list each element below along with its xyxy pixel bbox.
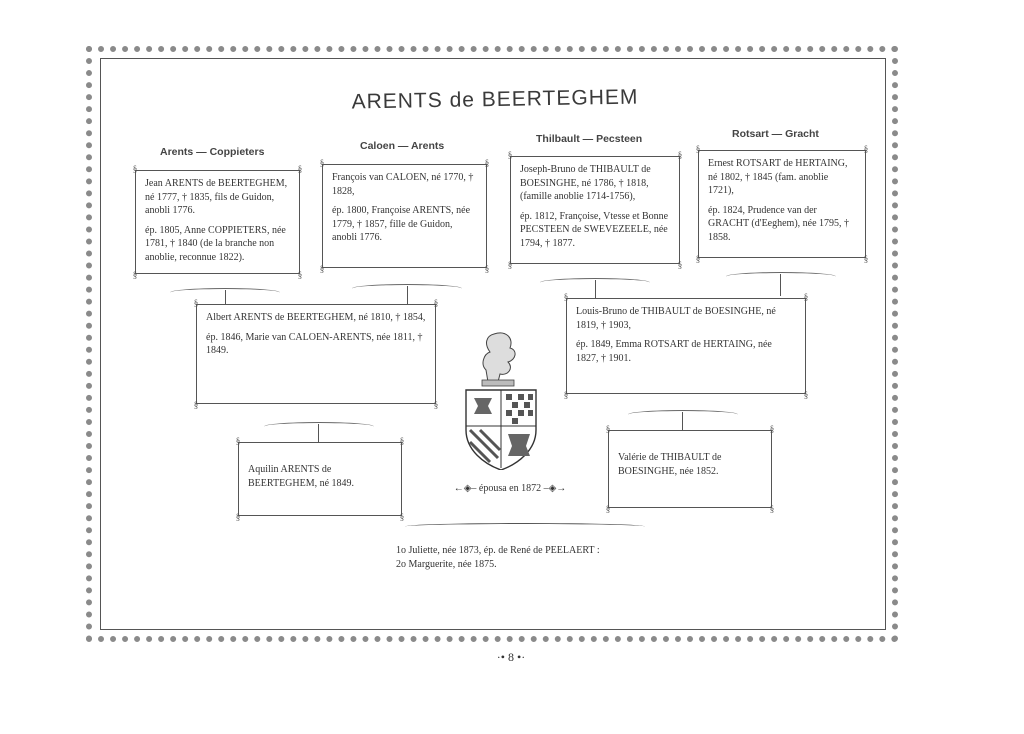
box-text: Jean ARENTS de BEERTEGHEM, né 1777, † 1835, fils de Guidon, anobli 1776. — [145, 178, 288, 216]
box-albert: § § § § Albert ARENTS de BEERTEGHEM, né 1810, † 1854, ép. 1846, Marie van CALOEN-ARENTS, née 1811, † 1849. — [193, 298, 439, 410]
marriage-text: épousa en 1872 — [478, 483, 542, 494]
couple-label-caloen-arents: Caloen — Arents — [360, 140, 445, 152]
arrow-left-icon: ←◈– — [453, 483, 477, 494]
box-louis-bruno: § § § § Louis-Bruno de THIBAULT de BOESINGHE, né 1819, † 1903, ép. 1849, Emma ROTSART de HERTAING, née 1827, † 1901. — [563, 292, 809, 400]
box-text: Louis-Bruno de THIBAULT de BOESINGHE, né 1819, † 1903, — [576, 306, 776, 331]
box-text: ép. 1800, Françoise ARENTS, née 1779, † 1857, fille de Guidon, anobli 1776. — [332, 205, 471, 243]
arrow-right-icon: –◈→ — [543, 483, 567, 494]
couple-label-arents-coppieters: Arents — Coppieters — [160, 146, 265, 158]
connector-swash — [264, 422, 374, 431]
box-arents-coppieters: § § § § Jean ARENTS de BEERTEGHEM, né 1777, † 1835, fils de Guidon, anobli 1776. ép. 1805, Anne COPPIETERS, née 1781, † 1840 (de la branche non anoblie, reconnue 1822). — [132, 164, 303, 280]
connector-line — [318, 424, 319, 442]
page-number — [486, 650, 536, 665]
box-text: Ernest ROTSART de HERTAING, né 1802, † 1845 (fam. anoblie 1721), — [708, 158, 848, 196]
box-text: ép. 1824, Prudence van der GRACHT (d'Eeghem), née 1795, † 1858. — [708, 204, 850, 243]
connector-line — [407, 286, 408, 306]
box-text: ép. 1805, Anne COPPIETERS, née 1781, † 1840 (de la branche non anoblie, reconnue 1822). — [145, 224, 286, 263]
box-valerie: § § § § Valérie de THIBAULT de BOESINGHE, née 1852. — [605, 424, 775, 514]
box-text: ép. 1812, Françoise, Vtesse et Bonne PECSTEEN de SWEVEZEELE, née 1794, † 1877. — [520, 210, 669, 249]
connector-line — [595, 280, 596, 300]
box-caloen-arents: § § § § François van CALOEN, né 1770, † 1828, ép. 1800, Françoise ARENTS, née 1779, † 1857, fille de Guidon, anobli 1776. — [319, 158, 490, 274]
box-aquilin: § § § § Aquilin ARENTS de BEERTEGHEM, né 1849. — [235, 436, 405, 522]
box-rotsart-gracht: § § § § Ernest ROTSART de HERTAING, né 1802, † 1845 (fam. anoblie 1721), ép. 1824, Prudence van der GRACHT (d'Eeghem), née 1795, † 1858. — [695, 144, 869, 264]
connector-line — [780, 274, 781, 296]
box-thibault-pecsteen: § § § § Joseph-Bruno de THIBAULT de BOESINGHE, né 1786, † 1818, (famille anoblie 1714-1756), ép. 1812, Françoise, Vtesse et Bonne PECSTEEN de SWEVEZEELE, née 1794, † 1877. — [507, 150, 683, 270]
box-text: Albert ARENTS de BEERTEGHEM, né 1810, † 1854, — [206, 312, 426, 323]
page-title: ARENTS de BEERTEGHEM — [351, 85, 639, 114]
decorative-rule — [405, 523, 645, 530]
box-text: Valérie de THIBAULT de BOESINGHE, née 1852. — [618, 452, 722, 477]
page-number-text: 8 — [508, 650, 514, 664]
ornament-icon: •· — [517, 650, 526, 664]
coat-of-arms-image — [462, 330, 540, 470]
marriage-note — [440, 483, 580, 494]
box-text: Aquilin ARENTS de BEERTEGHEM, né 1849. — [248, 464, 355, 489]
couple-label-thibault-pecsteen: Thilbault — Pecsteen — [536, 133, 643, 145]
footnote-line: 2o Marguerite, née 1875. — [396, 559, 497, 570]
children-footnote — [396, 544, 600, 572]
couple-label-rotsart-gracht: Rotsart — Gracht — [732, 128, 819, 140]
connector-line — [682, 412, 683, 430]
box-text: Joseph-Bruno de THIBAULT de BOESINGHE, né 1786, † 1818, (famille anoblie 1714-1756), — [520, 164, 651, 202]
box-text: ép. 1846, Marie van CALOEN-ARENTS, née 1811, † 1849. — [206, 331, 423, 356]
footnote-line: 1o Juliette, née 1873, ép. de René de PEELAERT : — [396, 545, 600, 556]
connector-swash — [628, 410, 738, 419]
box-text: ép. 1849, Emma ROTSART de HERTAING, née 1827, † 1901. — [576, 339, 772, 364]
connector-swash — [726, 272, 836, 281]
box-text: François van CALOEN, né 1770, † 1828, — [332, 172, 474, 197]
ornament-icon: ·• — [496, 650, 505, 664]
